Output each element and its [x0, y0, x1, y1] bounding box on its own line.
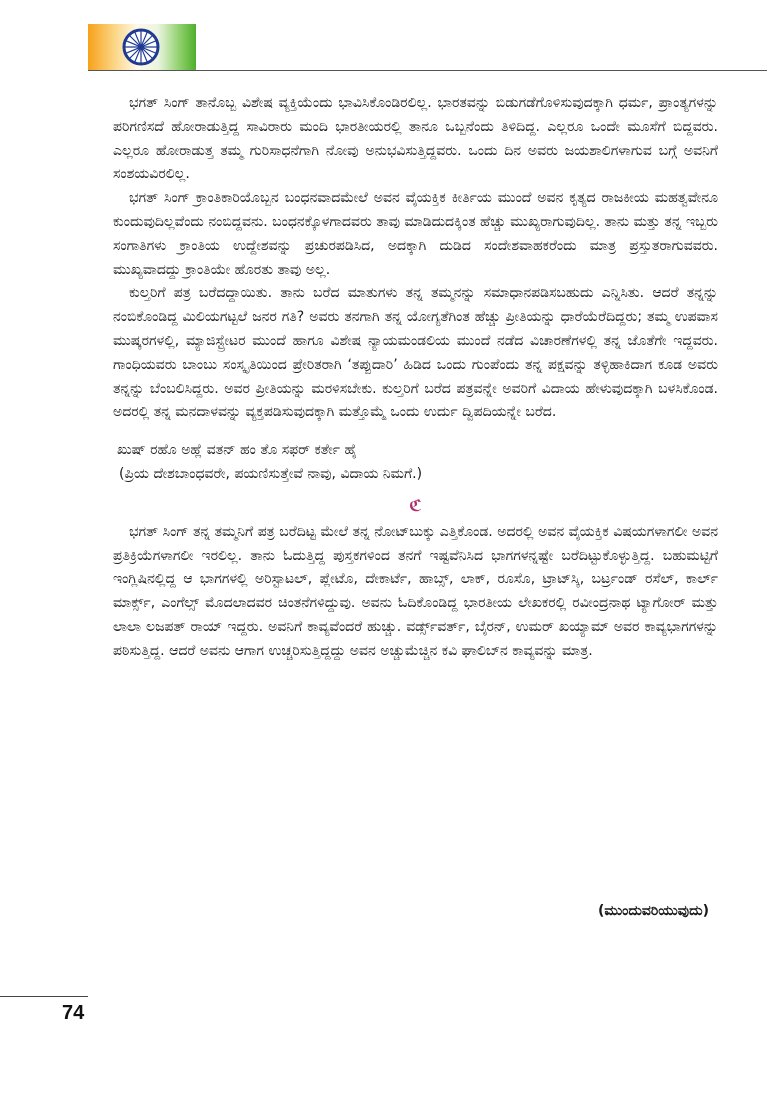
paragraph-1: ಭಗತ್ ಸಿಂಗ್ ತಾನೊಬ್ಬ ವಿಶೇಷ ವ್ಯಕ್ತಿಯೆಂದು ಭಾವಿಸಿಕೊಂಡಿರಲಿಲ್ಲ. ಭಾರತವನ್ನು ಬಿಡುಗಡೆಗೊಳಿಸುವುದಕ್ಕಾಗಿ ಧರ್ಮ, ಪ್ರಾಂತ್ಯಗಳನ್ನು ಪರಿಗಣಿಸದೆ ಹೋರಾಡುತ್ತಿದ್ದ ಸಾವಿರಾರು ಮಂದಿ ಭಾರತೀಯರಲ್ಲಿ ತಾನೂ ಒಬ್ಬನೆಂದು ತಿಳಿದಿದ್ದ. ಎಲ್ಲರೂ ಒಂದೇ ಮೂಸೆಗೆ ಬಿದ್ದವರು. ಎಲ್ಲರೂ ಹೋರಾಡುತ್ತ ತಮ್ಮ ಗುರಿಸಾಧನೆಗಾಗಿ ನೋವು ಅನುಭವಿಸುತ್ತಿದ್ದವರು. ಒಂದು ದಿನ ಅವರು ಜಯಶಾಲಿಗಳಾಗುವ ಬಗ್ಗೆ ಅವನಿಗೆ ಸಂಶಯವಿರಲಿಲ್ಲ. — [113, 95, 718, 183]
header-rule — [88, 70, 767, 71]
couplet-translation: (ಪ್ರಿಯ ದೇಶಬಾಂಧವರೇ, ಪಯಣಿಸುತ್ತೇವೆ ನಾವು, ವಿದಾಯ ನಿಮಗೆ.) — [119, 465, 423, 482]
couplet-line: ಖುಷ್ ರಹೊ ಅಹ್ಲೆ ವತನ್ ಹಂ ತೊ ಸಫರ್ ಕರ್ತೇ ಹೈ — [117, 442, 358, 459]
section-ornament-icon: ℭ — [408, 495, 423, 515]
urdu-couplet — [113, 439, 718, 487]
continued-label: (ಮುಂದುವರಿಯುವುದು) — [598, 903, 709, 919]
paragraph-2: ಭಗತ್ ಸಿಂಗ್ ಕ್ರಾಂತಿಕಾರಿಯೊಬ್ಬನ ಬಂಧನವಾದಮೇಲೆ ಅವನ ವೈಯಕ್ತಿಕ ಕೀರ್ತಿಯ ಮುಂದೆ ಅವನ ಕೃತ್ಯದ ರಾಜಕೀಯ ಮಹತ್ವವೇನೂ ಕುಂದುವುದಿಲ್ಲವೆಂದು ನಂಬಿದ್ದವನು. ಬಂಧನಕ್ಕೊಳಗಾದವರು ತಾವು ಮಾಡಿದುದಕ್ಕಿಂತ ಹೆಚ್ಚು ಮುಖ್ಯರಾಗುವುದಿಲ್ಲ. ತಾನು ಮತ್ತು ತನ್ನ ಇಬ್ಬರು ಸಂಗಾತಿಗಳು ಕ್ರಾಂತಿಯ ಉದ್ದೇಶವನ್ನು ಪ್ರಚುರಪಡಿಸಿದ, ಅದಕ್ಕಾಗಿ ದುಡಿದ ಸಂದೇಶವಾಹಕರೆಂದು ಮಾತ್ರ ಪ್ರಸ್ತುತರಾಗುವವರು. ಮುಖ್ಯವಾದದ್ದು ಕ್ರಾಂತಿಯೇ ಹೊರತು ತಾವು ಅಲ್ಲ. — [113, 190, 718, 278]
footer-rule — [0, 996, 88, 997]
paragraph-3: ಕುಲ್ತರಿಗೆ ಪತ್ರ ಬರೆದದ್ದಾಯಿತು. ತಾನು ಬರೆದ ಮಾತುಗಳು ತನ್ನ ತಮ್ಮನನ್ನು ಸಮಾಧಾನಪಡಿಸಬಹುದು ಎನ್ನಿಸಿತು. ಆದರೆ ತನ್ನನ್ನು ನಂಬಿಕೊಂಡಿದ್ದ ಮಿಲಿಯಗಟ್ಟಲೆ ಜನರ ಗತಿ? ಅವರು ತನಗಾಗಿ ತನ್ನ ಯೋಗ್ಯತೆಗಿಂತ ಹೆಚ್ಚು ಪ್ರೀತಿಯನ್ನು ಧಾರೆಯೆರೆದಿದ್ದರು; ತಮ್ಮ ಉಪವಾಸ ಮುಷ್ಕರಗಳಲ್ಲಿ, ಮ್ಯಾಜಿಸ್ಟ್ರೇಟರ ಮುಂದೆ ಹಾಗೂ ವಿಶೇಷ ನ್ಯಾಯಮಂಡಲಿಯ ಮುಂದೆ ನಡೆದ ವಿಚಾರಣೆಗಳಲ್ಲಿ ತನ್ನ ಜೊತೆಗೇ ಇದ್ದವರು. ಗಾಂಧಿಯವರು ಬಾಂಬು ಸಂಸ್ಕೃತಿಯಿಂದ ಪ್ರೇರಿತರಾಗಿ ‘ತಪ್ಪುದಾರಿ’ ಹಿಡಿದ ಒಂದು ಗುಂಪೆಂದು ತನ್ನ ಪಕ್ಷವನ್ನು ತಳ್ಳಿಹಾಕಿದಾಗ ಕೂಡ ಅವರು ತನ್ನನ್ನು ಬೆಂಬಲಿಸಿದ್ದರು. ಅವರ ಪ್ರೀತಿಯನ್ನು ಮರಳಿಸಬೇಕು. ಕುಲ್ತರಿಗೆ ಬರೆದ ಪತ್ರವನ್ನೇ ಅವರಿಗೆ ವಿದಾಯ ಹೇಳುವುದಕ್ಕಾಗಿ ಬಳಸಿಕೊಂಡ. ಅದರಲ್ಲಿ ತನ್ನ ಮನದಾಳವನ್ನು ವ್ಯಕ್ತಪಡಿಸುವುದಕ್ಕಾಗಿ ಮತ್ತೊಮ್ಮೆ ಒಂದು ಉರ್ದು ದ್ವಿಪದಿಯನ್ನೇ ಬರೆದ. — [113, 285, 718, 421]
article-body — [113, 92, 718, 664]
page-number: 74 — [62, 1002, 85, 1024]
paragraph-4: ಭಗತ್ ಸಿಂಗ್ ತನ್ನ ತಮ್ಮನಿಗೆ ಪತ್ರ ಬರೆದಿಟ್ಟ ಮೇಲೆ ತನ್ನ ನೋಟ್‌ಬುಕ್ಕು ಎತ್ತಿಕೊಂಡ. ಅದರಲ್ಲಿ ಅವನ ವೈಯಕ್ತಿಕ ವಿಷಯಗಳಾಗಲೀ ಅವನ ಪ್ರತಿಕ್ರಿಯೆಗಳಾಗಲೀ ಇರಲಿಲ್ಲ. ತಾನು ಓದುತ್ತಿದ್ದ ಪುಸ್ತಕಗಳಿಂದ ತನಗೆ ಇಷ್ಟವೆನಿಸಿದ ಭಾಗಗಳನ್ನಷ್ಟೇ ಬರೆದಿಟ್ಟುಕೊಳ್ಳುತ್ತಿದ್ದ. ಬಹುಮಟ್ಟಿಗೆ ಇಂಗ್ಲಿಷಿನಲ್ಲಿದ್ದ ಆ ಭಾಗಗಳಲ್ಲಿ ಅರಿಸ್ಟಾಟಲ್, ಪ್ಲೇಟೊ, ದೇಕಾರ್ಟೆ, ಹಾಬ್ಸ್, ಲಾಕ್, ರೂಸೊ, ಟ್ರಾಟ್‌ಸ್ಕಿ, ಬರ್ಟ್ರಂಡ್ ರಸೆಲ್, ಕಾರ್ಲ್ ಮಾರ್ಕ್ಸ್, ಎಂಗೆಲ್ಸ್ ಮೊದಲಾದವರ ಚಿಂತನೆಗಳಿದ್ದುವು. ಅವನು ಓದಿಕೊಂಡಿದ್ದ ಭಾರತೀಯ ಲೇಖಕರಲ್ಲಿ ರವೀಂದ್ರನಾಥ ಟ್ಯಾಗೋರ್ ಮತ್ತು ಲಾಲಾ ಲಜಪತ್ ರಾಯ್ ಇದ್ದರು. ಅವನಿಗೆ ಕಾವ್ಯವೆಂದರೆ ಹುಚ್ಚು. ವರ್ಡ್ಸ್‌ವರ್ತ್, ಬೈರನ್, ಉಮರ್ ಖಯ್ಯಾಮ್ ಅವರ ಕಾವ್ಯಭಾಗಗಳನ್ನು ಪಠಿಸುತ್ತಿದ್ದ. ಆದರೆ ಅವನು ಆಗಾಗ ಉಚ್ಚರಿಸುತ್ತಿದ್ದದ್ದು ಅವನ ಅಚ್ಚುಮೆಚ್ಚಿನ ಕವಿ ಘಾಲಿಬ್‌ನ ಕಾವ್ಯವನ್ನು ಮಾತ್ರ. — [113, 523, 718, 659]
header-logo — [88, 24, 196, 70]
ashoka-chakra-icon — [121, 27, 161, 67]
